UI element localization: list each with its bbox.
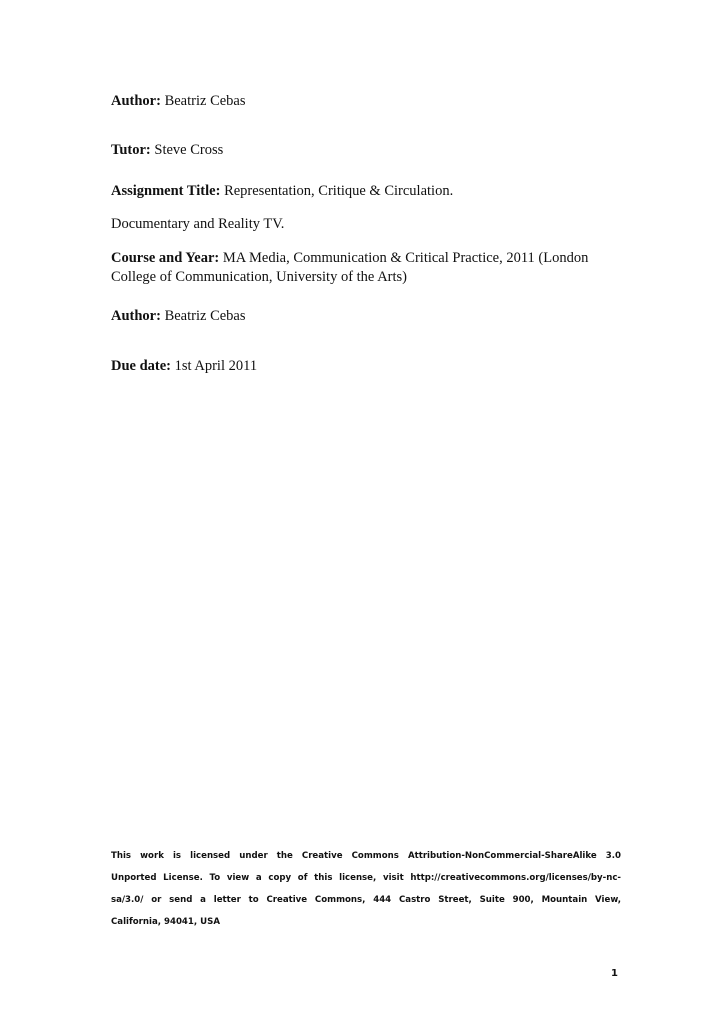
license-notice <box>111 845 621 933</box>
course-year-line-2 <box>111 268 407 286</box>
license-line-4: California, 94041, USA <box>111 917 220 927</box>
assignment-title-line <box>111 182 453 200</box>
tutor-label: Tutor: <box>111 142 151 158</box>
page-number: 1 <box>611 968 618 979</box>
license-line-2: Unported License. To view a copy of this license, visit http://creativecommons.org/licenses/by-nc- <box>111 873 621 883</box>
course-year-value-2: College of Communication, University of the Arts) <box>111 269 407 285</box>
assignment-title-value: Representation, Critique & Circulation. <box>220 183 454 199</box>
author-value: Beatriz Cebas <box>160 93 246 109</box>
tutor-value: Steve Cross <box>150 142 224 158</box>
author-label: Author: <box>111 93 161 109</box>
due-date-label: Due date: <box>111 358 172 374</box>
author-line <box>111 92 246 110</box>
subtitle-line <box>111 215 284 233</box>
course-year-label: Course and Year: <box>111 250 220 266</box>
license-line-3: sa/3.0/ or send a letter to Creative Commons, 444 Castro Street, Suite 900, Mountain View, <box>111 895 621 905</box>
tutor-line <box>111 141 223 159</box>
author-value-2: Beatriz Cebas <box>160 308 246 324</box>
course-year-value: MA Media, Communication & Critical Practice, 2011 (London <box>219 250 589 266</box>
due-date-line <box>111 357 257 375</box>
due-date-value: 1st April 2011 <box>171 358 258 374</box>
license-line-1: This work is licensed under the Creative Commons Attribution-NonCommercial-ShareAlike 3.0 <box>111 851 621 861</box>
subtitle-value: Documentary and Reality TV. <box>111 216 285 232</box>
assignment-title-label: Assignment Title: <box>111 183 221 199</box>
course-year-line <box>111 249 588 267</box>
author-label-2: Author: <box>111 308 161 324</box>
author-line-2 <box>111 307 246 325</box>
